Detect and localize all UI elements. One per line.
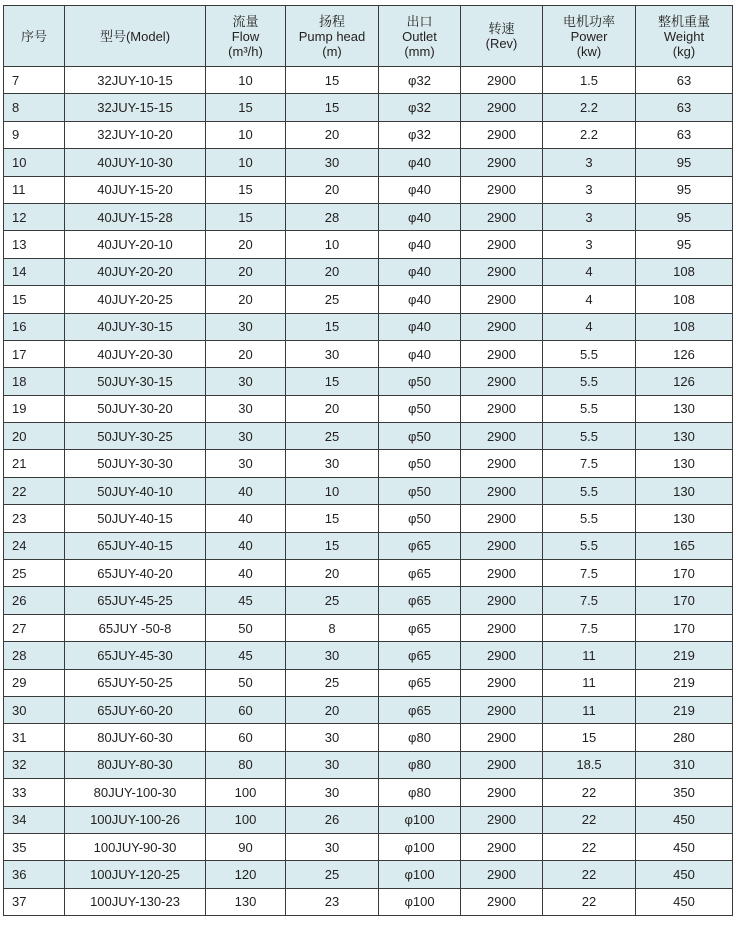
cell-weight: 108 (636, 286, 733, 313)
cell-model: 80JUY-80-30 (65, 751, 206, 778)
cell-flow: 30 (206, 313, 286, 340)
header-model: 型号(Model) (65, 6, 206, 67)
cell-index: 10 (4, 149, 65, 176)
cell-outlet: φ80 (379, 751, 461, 778)
table-row (4, 258, 733, 285)
table-row (4, 94, 733, 121)
table-row (4, 505, 733, 532)
cell-head: 15 (286, 313, 379, 340)
cell-model: 100JUY-130-23 (65, 888, 206, 915)
cell-model: 100JUY-100-26 (65, 806, 206, 833)
cell-head: 10 (286, 231, 379, 258)
table-row (4, 861, 733, 888)
cell-speed: 2900 (461, 313, 543, 340)
cell-weight: 165 (636, 532, 733, 559)
cell-index: 37 (4, 888, 65, 915)
cell-index: 21 (4, 450, 65, 477)
cell-weight: 130 (636, 505, 733, 532)
cell-power: 5.5 (543, 477, 636, 504)
cell-weight: 219 (636, 669, 733, 696)
table-row (4, 614, 733, 641)
cell-model: 32JUY-10-15 (65, 67, 206, 94)
cell-outlet: φ32 (379, 94, 461, 121)
cell-head: 30 (286, 642, 379, 669)
cell-head: 30 (286, 779, 379, 806)
cell-model: 32JUY-15-15 (65, 94, 206, 121)
cell-index: 14 (4, 258, 65, 285)
cell-model: 65JUY-45-25 (65, 587, 206, 614)
cell-weight: 130 (636, 477, 733, 504)
cell-power: 2.2 (543, 121, 636, 148)
header-weight: 整机重量 Weight (kg) (636, 6, 733, 67)
cell-outlet: φ65 (379, 587, 461, 614)
cell-speed: 2900 (461, 861, 543, 888)
cell-weight: 450 (636, 888, 733, 915)
cell-flow: 20 (206, 231, 286, 258)
cell-flow: 10 (206, 149, 286, 176)
cell-weight: 350 (636, 779, 733, 806)
cell-model: 100JUY-120-25 (65, 861, 206, 888)
table-row (4, 724, 733, 751)
cell-outlet: φ40 (379, 231, 461, 258)
cell-outlet: φ100 (379, 833, 461, 860)
cell-weight: 280 (636, 724, 733, 751)
cell-weight: 63 (636, 67, 733, 94)
cell-index: 26 (4, 587, 65, 614)
cell-power: 22 (543, 806, 636, 833)
cell-flow: 20 (206, 258, 286, 285)
cell-speed: 2900 (461, 340, 543, 367)
cell-weight: 130 (636, 423, 733, 450)
cell-weight: 108 (636, 313, 733, 340)
cell-speed: 2900 (461, 477, 543, 504)
cell-power: 11 (543, 696, 636, 723)
table-row (4, 532, 733, 559)
cell-power: 11 (543, 669, 636, 696)
cell-index: 33 (4, 779, 65, 806)
cell-index: 16 (4, 313, 65, 340)
cell-power: 4 (543, 286, 636, 313)
cell-power: 18.5 (543, 751, 636, 778)
cell-flow: 100 (206, 806, 286, 833)
cell-index: 9 (4, 121, 65, 148)
table-row (4, 313, 733, 340)
cell-flow: 40 (206, 560, 286, 587)
cell-power: 3 (543, 176, 636, 203)
cell-index: 31 (4, 724, 65, 751)
cell-speed: 2900 (461, 696, 543, 723)
cell-speed: 2900 (461, 888, 543, 915)
cell-power: 7.5 (543, 560, 636, 587)
cell-weight: 170 (636, 614, 733, 641)
cell-speed: 2900 (461, 614, 543, 641)
table-row (4, 806, 733, 833)
cell-power: 5.5 (543, 395, 636, 422)
header-row (4, 6, 733, 67)
header-pump-head: 扬程 Pump head (m) (286, 6, 379, 67)
cell-head: 15 (286, 94, 379, 121)
table-row (4, 833, 733, 860)
cell-model: 40JUY-10-30 (65, 149, 206, 176)
table-row (4, 669, 733, 696)
cell-index: 36 (4, 861, 65, 888)
cell-model: 40JUY-15-20 (65, 176, 206, 203)
cell-speed: 2900 (461, 67, 543, 94)
cell-weight: 63 (636, 94, 733, 121)
cell-index: 12 (4, 203, 65, 230)
cell-power: 1.5 (543, 67, 636, 94)
table-row (4, 368, 733, 395)
cell-outlet: φ65 (379, 614, 461, 641)
cell-outlet: φ65 (379, 669, 461, 696)
cell-model: 40JUY-15-28 (65, 203, 206, 230)
cell-model: 80JUY-60-30 (65, 724, 206, 751)
cell-speed: 2900 (461, 505, 543, 532)
cell-flow: 50 (206, 669, 286, 696)
cell-index: 22 (4, 477, 65, 504)
cell-outlet: φ65 (379, 560, 461, 587)
cell-outlet: φ50 (379, 423, 461, 450)
cell-index: 13 (4, 231, 65, 258)
cell-speed: 2900 (461, 258, 543, 285)
cell-model: 40JUY-30-15 (65, 313, 206, 340)
cell-outlet: φ80 (379, 724, 461, 751)
cell-flow: 60 (206, 724, 286, 751)
cell-head: 30 (286, 340, 379, 367)
cell-outlet: φ80 (379, 779, 461, 806)
cell-flow: 40 (206, 532, 286, 559)
cell-outlet: φ50 (379, 368, 461, 395)
table-row (4, 587, 733, 614)
cell-head: 30 (286, 724, 379, 751)
cell-weight: 450 (636, 861, 733, 888)
table-row (4, 450, 733, 477)
cell-speed: 2900 (461, 203, 543, 230)
cell-model: 40JUY-20-20 (65, 258, 206, 285)
cell-weight: 130 (636, 395, 733, 422)
cell-speed: 2900 (461, 751, 543, 778)
cell-speed: 2900 (461, 806, 543, 833)
header-power: 电机功率 Power (kw) (543, 6, 636, 67)
cell-weight: 95 (636, 203, 733, 230)
cell-speed: 2900 (461, 395, 543, 422)
cell-head: 25 (286, 669, 379, 696)
cell-weight: 170 (636, 587, 733, 614)
cell-power: 22 (543, 861, 636, 888)
cell-power: 5.5 (543, 423, 636, 450)
cell-head: 15 (286, 67, 379, 94)
cell-weight: 63 (636, 121, 733, 148)
cell-outlet: φ100 (379, 888, 461, 915)
table-row (4, 560, 733, 587)
table-row (4, 642, 733, 669)
cell-weight: 450 (636, 806, 733, 833)
cell-speed: 2900 (461, 450, 543, 477)
table-row (4, 779, 733, 806)
cell-speed: 2900 (461, 833, 543, 860)
cell-model: 50JUY-40-10 (65, 477, 206, 504)
cell-power: 5.5 (543, 368, 636, 395)
table-row (4, 340, 733, 367)
cell-weight: 130 (636, 450, 733, 477)
cell-power: 15 (543, 724, 636, 751)
cell-model: 50JUY-30-30 (65, 450, 206, 477)
cell-flow: 120 (206, 861, 286, 888)
cell-index: 15 (4, 286, 65, 313)
cell-outlet: φ50 (379, 505, 461, 532)
cell-index: 19 (4, 395, 65, 422)
cell-flow: 30 (206, 423, 286, 450)
cell-index: 11 (4, 176, 65, 203)
cell-head: 25 (286, 861, 379, 888)
cell-model: 40JUY-20-25 (65, 286, 206, 313)
cell-model: 40JUY-20-30 (65, 340, 206, 367)
cell-power: 5.5 (543, 505, 636, 532)
cell-outlet: φ32 (379, 67, 461, 94)
cell-head: 20 (286, 176, 379, 203)
cell-head: 25 (286, 423, 379, 450)
header-index: 序号 (4, 6, 65, 67)
cell-weight: 108 (636, 258, 733, 285)
cell-power: 11 (543, 642, 636, 669)
cell-power: 5.5 (543, 532, 636, 559)
cell-model: 65JUY-45-30 (65, 642, 206, 669)
cell-head: 30 (286, 751, 379, 778)
cell-head: 20 (286, 395, 379, 422)
table-row (4, 696, 733, 723)
cell-speed: 2900 (461, 724, 543, 751)
cell-head: 25 (286, 587, 379, 614)
cell-speed: 2900 (461, 94, 543, 121)
cell-head: 20 (286, 121, 379, 148)
cell-head: 20 (286, 258, 379, 285)
cell-head: 28 (286, 203, 379, 230)
cell-flow: 10 (206, 121, 286, 148)
cell-flow: 30 (206, 368, 286, 395)
cell-flow: 45 (206, 587, 286, 614)
table-body (4, 67, 733, 916)
cell-model: 100JUY-90-30 (65, 833, 206, 860)
table-row (4, 203, 733, 230)
cell-power: 4 (543, 258, 636, 285)
cell-speed: 2900 (461, 286, 543, 313)
cell-speed: 2900 (461, 121, 543, 148)
cell-flow: 50 (206, 614, 286, 641)
cell-head: 30 (286, 149, 379, 176)
cell-model: 65JUY-50-25 (65, 669, 206, 696)
cell-flow: 130 (206, 888, 286, 915)
cell-flow: 30 (206, 395, 286, 422)
table-row (4, 121, 733, 148)
table-row (4, 751, 733, 778)
cell-outlet: φ40 (379, 286, 461, 313)
cell-index: 23 (4, 505, 65, 532)
header-flow: 流量 Flow (m³/h) (206, 6, 286, 67)
cell-index: 17 (4, 340, 65, 367)
cell-head: 26 (286, 806, 379, 833)
cell-index: 35 (4, 833, 65, 860)
cell-index: 29 (4, 669, 65, 696)
cell-power: 22 (543, 779, 636, 806)
cell-model: 65JUY -50-8 (65, 614, 206, 641)
cell-power: 2.2 (543, 94, 636, 121)
cell-weight: 219 (636, 642, 733, 669)
table-row (4, 423, 733, 450)
cell-power: 3 (543, 203, 636, 230)
table-row (4, 231, 733, 258)
cell-outlet: φ65 (379, 642, 461, 669)
cell-flow: 60 (206, 696, 286, 723)
cell-model: 65JUY-40-15 (65, 532, 206, 559)
cell-outlet: φ65 (379, 532, 461, 559)
cell-outlet: φ50 (379, 477, 461, 504)
cell-model: 40JUY-20-10 (65, 231, 206, 258)
cell-model: 80JUY-100-30 (65, 779, 206, 806)
header-speed: 转速 (Rev) (461, 6, 543, 67)
cell-index: 27 (4, 614, 65, 641)
cell-power: 22 (543, 888, 636, 915)
cell-head: 23 (286, 888, 379, 915)
cell-power: 7.5 (543, 450, 636, 477)
cell-outlet: φ40 (379, 149, 461, 176)
cell-index: 24 (4, 532, 65, 559)
cell-flow: 100 (206, 779, 286, 806)
cell-speed: 2900 (461, 176, 543, 203)
cell-index: 32 (4, 751, 65, 778)
cell-flow: 80 (206, 751, 286, 778)
cell-speed: 2900 (461, 642, 543, 669)
cell-head: 10 (286, 477, 379, 504)
cell-outlet: φ40 (379, 313, 461, 340)
cell-flow: 15 (206, 203, 286, 230)
cell-outlet: φ65 (379, 696, 461, 723)
cell-outlet: φ50 (379, 395, 461, 422)
cell-index: 30 (4, 696, 65, 723)
cell-speed: 2900 (461, 669, 543, 696)
cell-model: 50JUY-30-20 (65, 395, 206, 422)
cell-head: 30 (286, 450, 379, 477)
cell-speed: 2900 (461, 368, 543, 395)
cell-outlet: φ100 (379, 806, 461, 833)
cell-head: 15 (286, 505, 379, 532)
cell-speed: 2900 (461, 423, 543, 450)
cell-outlet: φ32 (379, 121, 461, 148)
cell-head: 8 (286, 614, 379, 641)
table-row (4, 149, 733, 176)
cell-outlet: φ50 (379, 450, 461, 477)
cell-flow: 20 (206, 286, 286, 313)
table-row (4, 67, 733, 94)
pump-spec-table (3, 5, 733, 916)
cell-head: 15 (286, 532, 379, 559)
cell-model: 50JUY-30-15 (65, 368, 206, 395)
cell-weight: 95 (636, 149, 733, 176)
cell-power: 3 (543, 149, 636, 176)
table-row (4, 477, 733, 504)
cell-power: 7.5 (543, 614, 636, 641)
cell-weight: 126 (636, 368, 733, 395)
cell-weight: 170 (636, 560, 733, 587)
cell-flow: 45 (206, 642, 286, 669)
cell-model: 50JUY-30-25 (65, 423, 206, 450)
cell-flow: 15 (206, 94, 286, 121)
cell-flow: 15 (206, 176, 286, 203)
cell-head: 15 (286, 368, 379, 395)
cell-index: 7 (4, 67, 65, 94)
cell-head: 30 (286, 833, 379, 860)
table-row (4, 395, 733, 422)
cell-outlet: φ40 (379, 258, 461, 285)
cell-head: 20 (286, 696, 379, 723)
cell-outlet: φ100 (379, 861, 461, 888)
cell-model: 65JUY-40-20 (65, 560, 206, 587)
cell-index: 8 (4, 94, 65, 121)
cell-power: 7.5 (543, 587, 636, 614)
cell-speed: 2900 (461, 560, 543, 587)
cell-flow: 90 (206, 833, 286, 860)
cell-speed: 2900 (461, 779, 543, 806)
cell-power: 3 (543, 231, 636, 258)
cell-index: 18 (4, 368, 65, 395)
cell-model: 32JUY-10-20 (65, 121, 206, 148)
cell-speed: 2900 (461, 231, 543, 258)
cell-weight: 95 (636, 176, 733, 203)
cell-index: 28 (4, 642, 65, 669)
table-row (4, 286, 733, 313)
table-row (4, 888, 733, 915)
cell-speed: 2900 (461, 149, 543, 176)
cell-power: 4 (543, 313, 636, 340)
cell-speed: 2900 (461, 532, 543, 559)
cell-index: 34 (4, 806, 65, 833)
cell-weight: 310 (636, 751, 733, 778)
header-outlet: 出口 Outlet (mm) (379, 6, 461, 67)
cell-flow: 40 (206, 477, 286, 504)
table-row (4, 176, 733, 203)
cell-outlet: φ40 (379, 203, 461, 230)
cell-power: 22 (543, 833, 636, 860)
cell-weight: 450 (636, 833, 733, 860)
cell-outlet: φ40 (379, 176, 461, 203)
cell-speed: 2900 (461, 587, 543, 614)
cell-flow: 40 (206, 505, 286, 532)
cell-model: 50JUY-40-15 (65, 505, 206, 532)
cell-index: 20 (4, 423, 65, 450)
cell-flow: 20 (206, 340, 286, 367)
cell-outlet: φ40 (379, 340, 461, 367)
cell-weight: 126 (636, 340, 733, 367)
cell-head: 20 (286, 560, 379, 587)
cell-index: 25 (4, 560, 65, 587)
cell-weight: 219 (636, 696, 733, 723)
cell-head: 25 (286, 286, 379, 313)
cell-flow: 30 (206, 450, 286, 477)
cell-flow: 10 (206, 67, 286, 94)
cell-power: 5.5 (543, 340, 636, 367)
cell-weight: 95 (636, 231, 733, 258)
cell-model: 65JUY-60-20 (65, 696, 206, 723)
